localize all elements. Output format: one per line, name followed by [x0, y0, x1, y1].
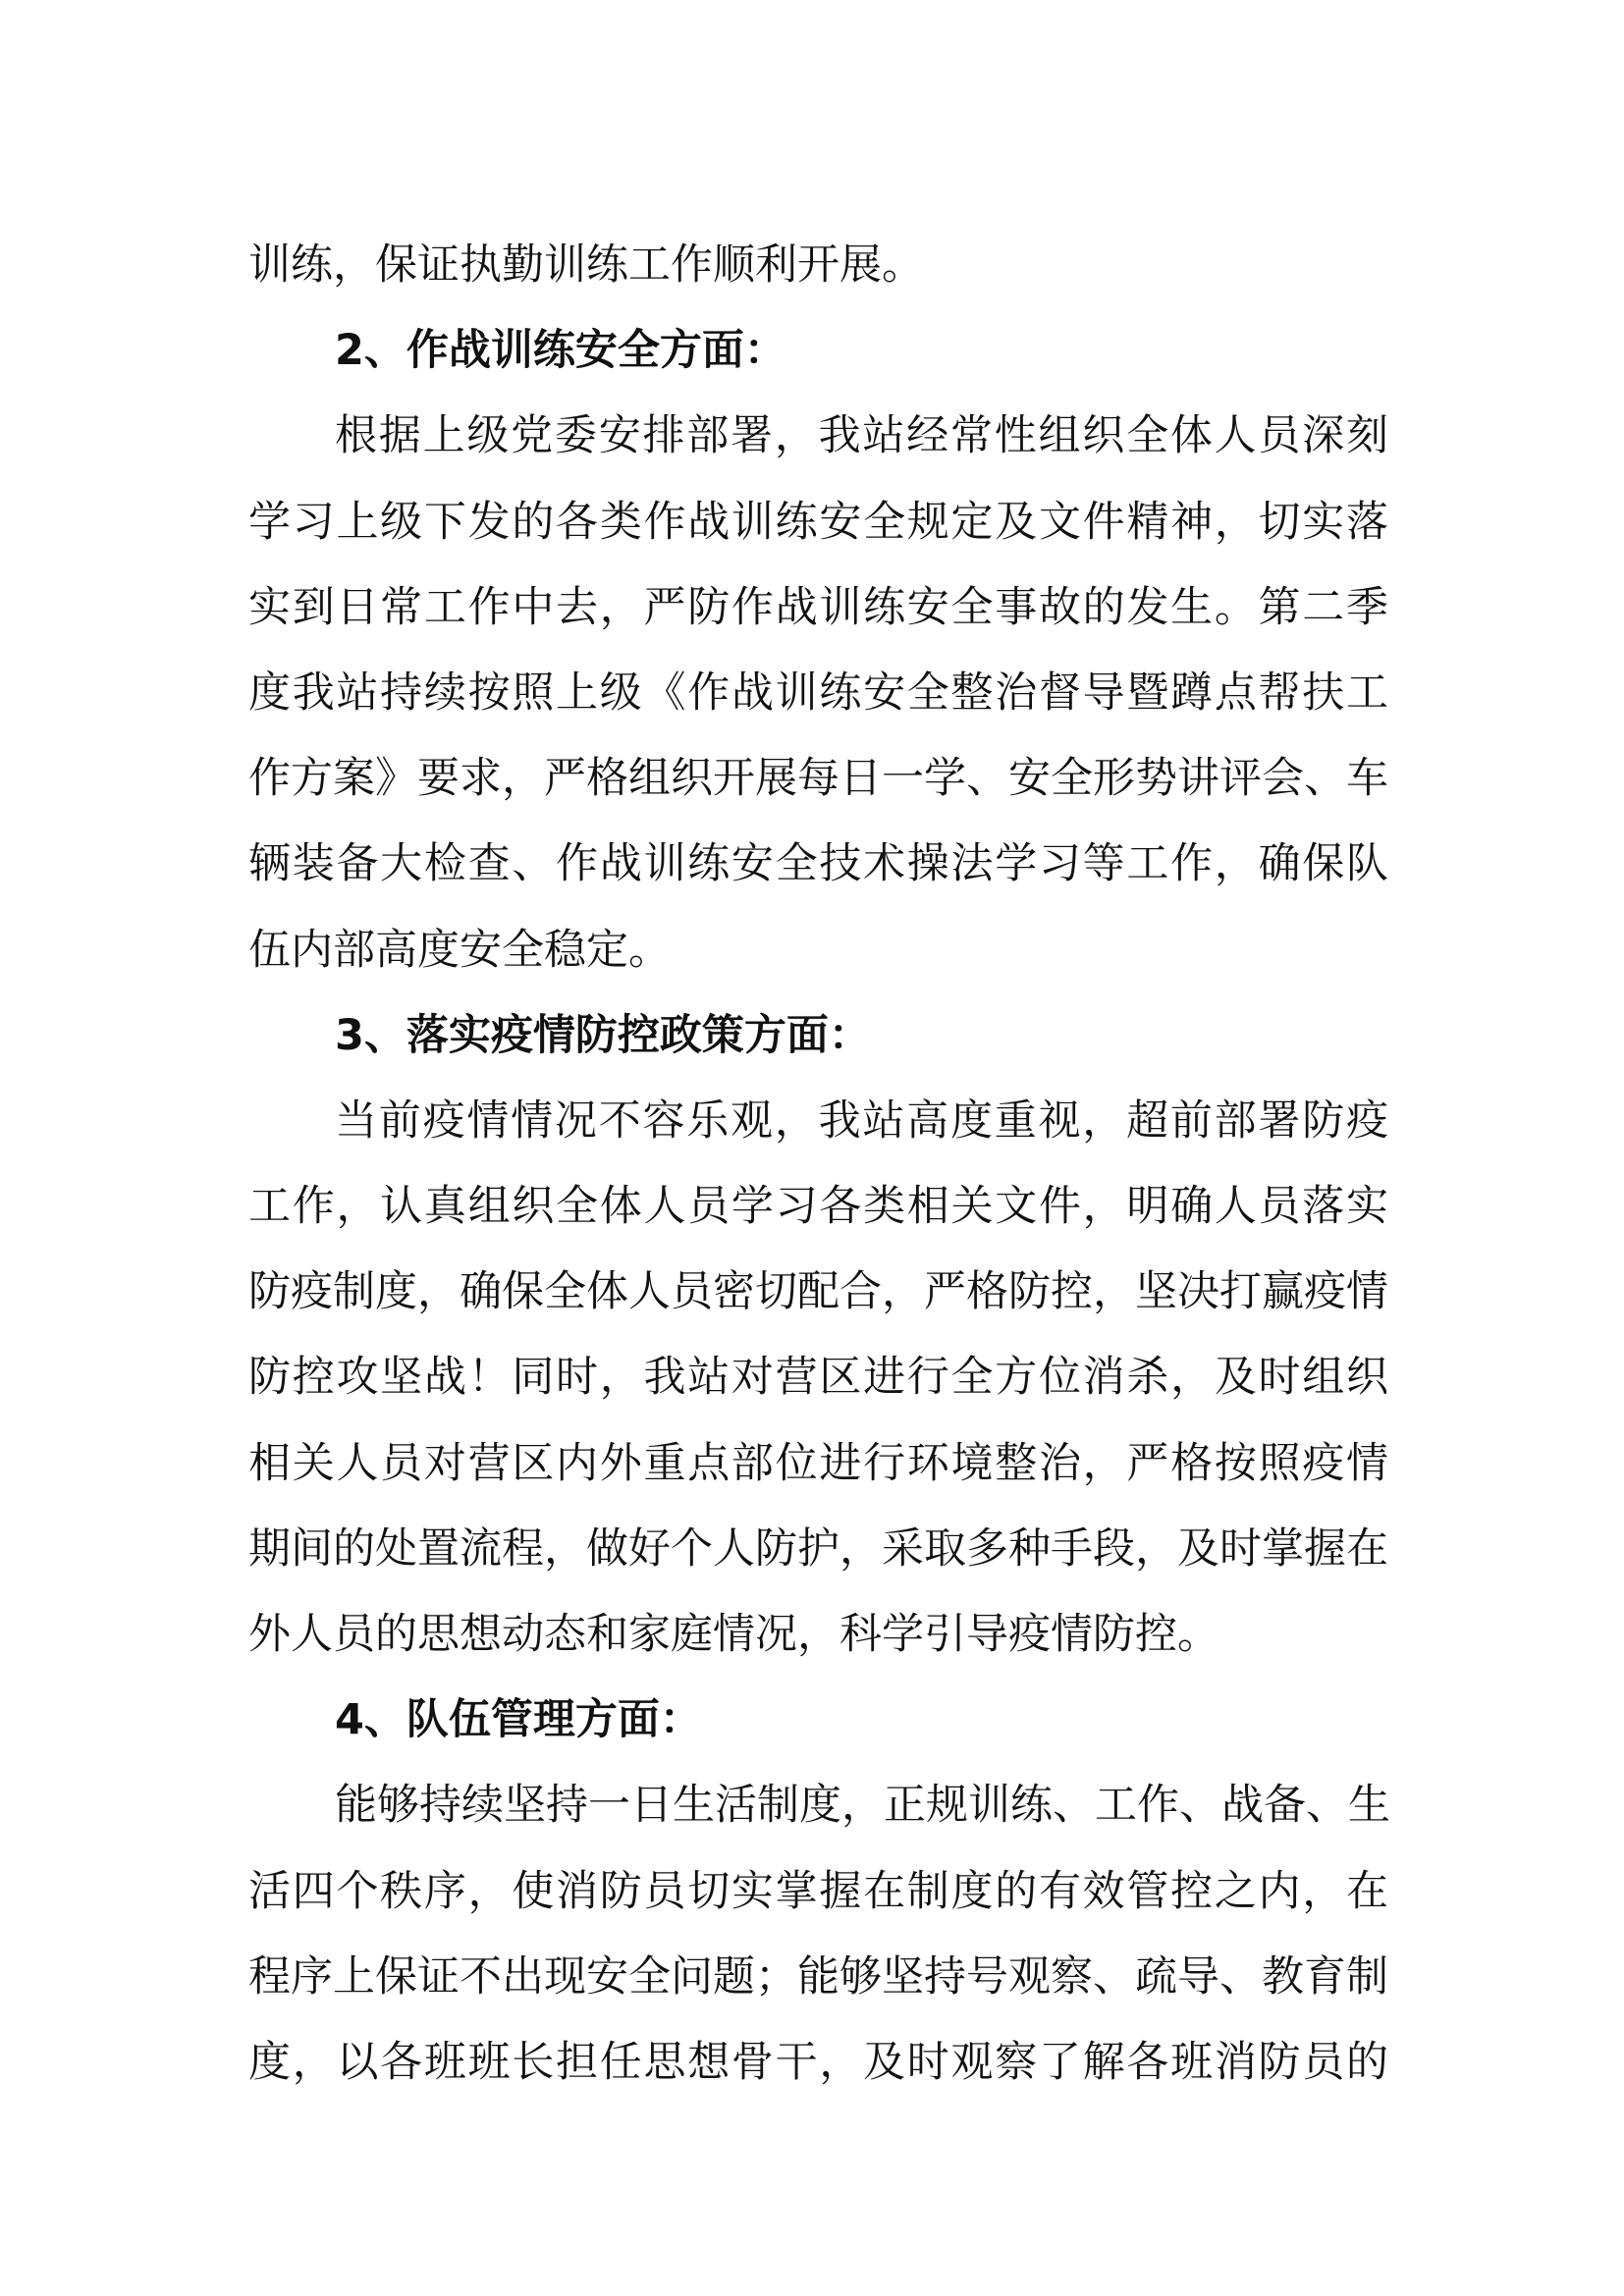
- text-line: 4、队伍管理方面：: [335, 1695, 702, 1745]
- paragraph: [248, 1079, 1388, 1678]
- text-line: 学习上级下发的各类作战训练安全规定及文件精神，切实落: [248, 497, 1388, 547]
- text-line: 工作，认真组织全体人员学习各类相关文件，明确人员落实: [248, 1182, 1388, 1232]
- document-page: [248, 223, 1388, 2106]
- text-line: 实到日常工作中去，严防作战训练安全事故的发生。第二季: [248, 582, 1388, 632]
- text-line: 程序上保证不出现安全问题；能够坚持号观察、疏导、教育制: [248, 1951, 1388, 2002]
- text-line: 能够持续坚持一日生活制度，正规训练、工作、战备、生: [335, 1781, 1390, 1831]
- text-line: 根据上级党委安排部署，我站经常性组织全体人员深刻: [335, 411, 1388, 461]
- text-line: 外人员的思想动态和家庭情况，科学引导疫情防控。: [248, 1610, 1219, 1659]
- text-line: 伍内部高度安全稳定。: [248, 925, 671, 975]
- text-line: 防疫制度，确保全体人员密切配合，严格防控，坚决打赢疫情: [248, 1267, 1388, 1317]
- text-line: 期间的处置流程，做好个人防护，采取多种手段，及时掌握在: [248, 1523, 1388, 1574]
- text-line: 3、落实疫情防控政策方面：: [335, 1010, 871, 1060]
- section-heading: [248, 993, 1388, 1079]
- text-line: 防控攻坚战！同时，我站对营区进行全方位消杀，及时组织: [248, 1353, 1388, 1403]
- text-line: 辆装备大检查、作战训练安全技术操法学习等工作，确保队: [248, 839, 1388, 889]
- text-line: 活四个秩序，使消防员切实掌握在制度的有效管控之内，在: [248, 1866, 1388, 1916]
- text-line: 度，以各班班长担任思想骨干，及时观察了解各班消防员的: [248, 2037, 1388, 2087]
- paragraph: [248, 394, 1388, 992]
- paragraph: [248, 223, 1388, 308]
- text-line: 相关人员对营区内外重点部位进行环境整治，严格按照疫情: [248, 1438, 1388, 1488]
- text-line: 当前疫情情况不容乐观，我站高度重视，超前部署防疫: [335, 1095, 1388, 1146]
- text-line: 2、作战训练安全方面：: [335, 326, 786, 376]
- section-heading: [248, 308, 1388, 394]
- text-line: 作方案》要求，严格组织开展每日一学、安全形势讲评会、车: [248, 754, 1388, 804]
- text-line: 训练，保证执勤训练工作顺利开展。: [248, 240, 924, 290]
- paragraph: [248, 1763, 1388, 2106]
- section-heading: [248, 1678, 1388, 1763]
- text-line: 度我站持续按照上级《作战训练安全整治督导暨蹲点帮扶工: [248, 667, 1388, 718]
